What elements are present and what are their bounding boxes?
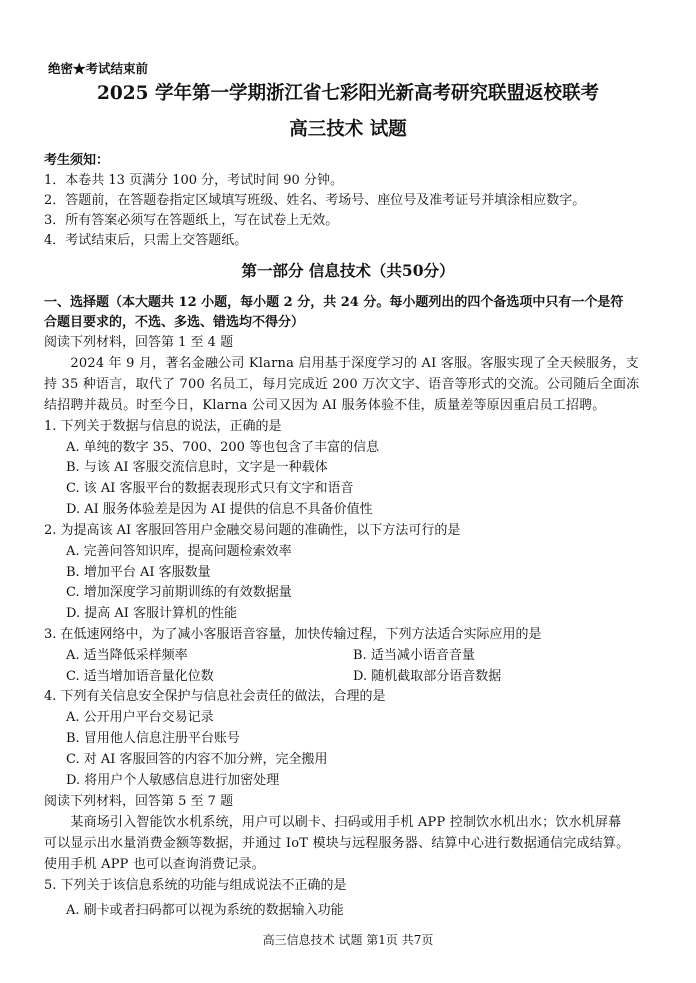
answer-option: D. AI 服务体验差是因为 AI 提供的信息不具备价值性	[66, 502, 373, 517]
note-item: 4．考试结束后，只需上交答题纸。	[44, 233, 248, 248]
material-text-line: 2024 年 9 月，著名金融公司 Klarna 启用基于深度学习的 AI 客服。客服实现了全天候服务，支	[44, 356, 639, 371]
answer-option: B. 适当减小语音音量	[353, 648, 475, 663]
section-instructions-line1: 一、选择题（本大题共 12 小题，每小题 2 分，共 24 分。每小题列出的四个备选项中只有一个是符	[44, 295, 624, 310]
answer-option: D. 将用户个人敏感信息进行加密处理	[66, 773, 280, 788]
exam-title: 2025 学年第一学期浙江省七彩阳光新高考研究联盟返校联考	[97, 83, 599, 104]
question-stem: 1. 下列关于数据与信息的说法，正确的是	[44, 419, 282, 434]
section-instructions-line2: 合题目要求的，不选、多选、错选均不得分）	[44, 315, 305, 330]
answer-option: A. 刷卡或者扫码都可以视为系统的数据输入功能	[66, 903, 344, 918]
question-stem: 5. 下列关于该信息系统的功能与组成说法不正确的是	[44, 878, 347, 893]
answer-option: C. 增加深度学习前期训练的有效数据量	[66, 585, 292, 600]
answer-option: D. 随机截取部分语音数据	[353, 669, 502, 684]
question-stem: 4. 下列有关信息安全保护与信息社会责任的做法，合理的是	[44, 689, 386, 704]
answer-option: B. 与该 AI 客服交流信息时，文字是一种载体	[66, 460, 328, 475]
answer-option: A. 单纯的数字 35、700、200 等也包含了丰富的信息	[66, 440, 380, 455]
question-stem: 2. 为提高该 AI 客服回答用户金融交易问题的准确性，以下方法可行的是	[44, 523, 461, 538]
confidential-label: 绝密★考试结束前	[48, 61, 149, 76]
answer-option: C. 对 AI 客服回答的内容不加分辨，完全搬用	[66, 752, 328, 767]
material-text-line: 某商场引入智能饮水机系统，用户可以刷卡、扫码或用手机 APP 控制饮水机出水；饮水机屏幕	[44, 815, 622, 830]
answer-option: A. 适当降低采样频率	[66, 648, 188, 663]
answer-option: B. 增加平台 AI 客服数量	[66, 565, 211, 580]
answer-option: A. 完善问答知识库，提高问题检索效率	[66, 544, 292, 559]
page-footer: 高三信息技术 试题 第1页 共7页	[262, 933, 434, 947]
answer-option: A. 公开用户平台交易记录	[66, 710, 214, 725]
material-text-line: 持 35 种语言，取代了 700 名员工，每月完成近 200 万次文字、语音等形式的交流。公司随后全面冻	[44, 377, 640, 392]
material-text-line: 结招聘并裁员。时至今日，Klarna 公司又因为 AI 服务体验不佳，质量差等原因重启员工招聘。	[44, 398, 606, 413]
note-item: 1．本卷共 13 页满分 100 分，考试时间 90 分钟。	[44, 173, 343, 188]
answer-option: C. 该 AI 客服平台的数据表现形式只有文字和语音	[66, 481, 354, 496]
material-text-line: 可以显示出水量消费金额等数据，并通过 IoT 模块与远程服务器、结算中心进行数据通信完成结算。	[44, 836, 630, 851]
exam-subtitle: 高三技术 试题	[289, 119, 407, 140]
material-intro: 阅读下列材料，回答第 1 至 4 题	[44, 335, 234, 350]
material-intro: 阅读下列材料，回答第 5 至 7 题	[44, 794, 234, 809]
note-item: 2．答题前，在答题卷指定区域填写班级、姓名、考场号、座位号及准考证号并填涂相应数字。	[44, 193, 586, 208]
answer-option: C. 适当增加语音量化位数	[66, 669, 214, 684]
answer-option: D. 提高 AI 客服计算机的性能	[66, 606, 238, 621]
question-stem: 3. 在低速网络中，为了减小客服语音容量，加快传输过程，下列方法适合实际应用的是	[44, 627, 542, 642]
notes-heading: 考生须知：	[44, 153, 110, 168]
material-text-line: 使用手机 APP 也可以查询消费记录。	[44, 857, 265, 872]
part-title: 第一部分 信息技术（共50分）	[241, 261, 455, 280]
answer-option: B. 冒用他人信息注册平台账号	[66, 731, 240, 746]
note-item: 3．所有答案必须写在答题纸上，写在试卷上无效。	[44, 213, 339, 228]
